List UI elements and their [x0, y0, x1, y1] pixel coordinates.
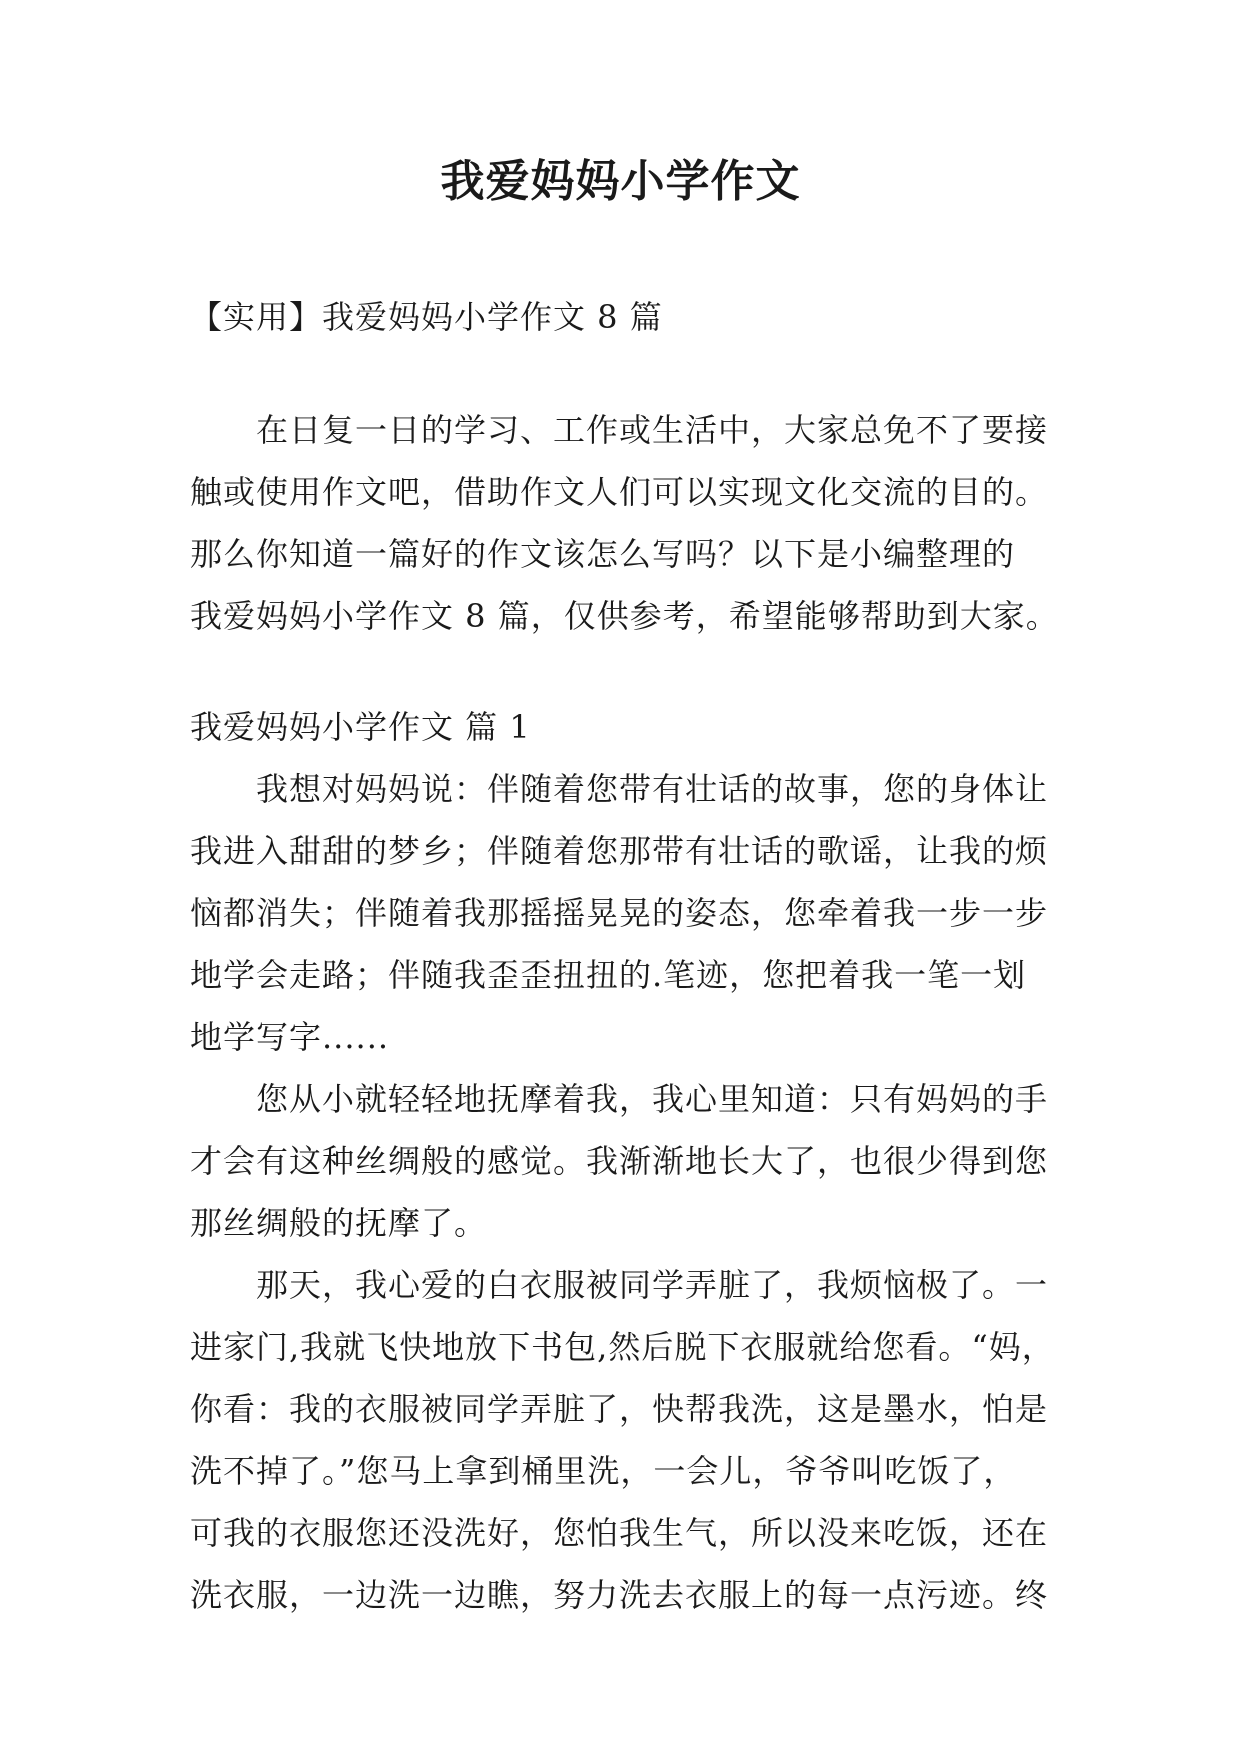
essay-paragraph-3: [190, 1254, 1070, 1626]
text-line: 触或使用作文吧，借助作文人们可以实现文化交流的目的。: [190, 473, 1049, 511]
essay-paragraph-2: [190, 1068, 1070, 1254]
text-line: 那天，我心爱的白衣服被同学弄脏了，我烦恼极了。一: [256, 1266, 1049, 1304]
text-line: 才会有这种丝绸般的感觉。我渐渐地长大了，也很少得到您: [190, 1142, 1049, 1180]
intro-paragraph: [190, 399, 1070, 647]
essay-paragraph-1: [190, 758, 1070, 1068]
text-line: 那么你知道一篇好的作文该怎么写吗？以下是小编整理的: [190, 535, 1016, 573]
text-line: 我进入甜甜的梦乡；伴随着您那带有壮话的歌谣，让我的烦: [190, 832, 1049, 870]
text-line: 地学会走路；伴随我歪歪扭扭的.笔迹，您把着我一笔一划: [190, 956, 1027, 994]
essay-section: [190, 696, 1070, 1626]
text-line: 我想对妈妈说：伴随着您带有壮话的故事，您的身体让: [256, 770, 1049, 808]
text-line: 可我的衣服您还没洗好，您怕我生气，所以没来吃饭，还在: [190, 1514, 1049, 1552]
text-line: 进家门,我就飞快地放下书包,然后脱下衣服就给您看。“妈，: [190, 1328, 1055, 1366]
text-line: 你看：我的衣服被同学弄脏了，快帮我洗，这是墨水，怕是: [190, 1390, 1049, 1428]
text-line: 那丝绸般的抚摩了。: [190, 1204, 488, 1242]
essay-heading: 我爱妈妈小学作文 篇 1: [190, 708, 531, 746]
text-line: 恼都消失；伴随着我那摇摇晃晃的姿态，您牵着我一步一步: [190, 894, 1049, 932]
text-line: 地学写字......: [190, 1018, 390, 1056]
text-line: 洗不掉了。”您马上拿到桶里洗，一会儿，爷爷叫吃饭了，: [190, 1452, 1017, 1490]
text-line: 在日复一日的学习、工作或生活中，大家总免不了要接: [256, 411, 1049, 449]
document-subtitle: 【实用】我爱妈妈小学作文 8 篇: [190, 298, 663, 336]
document-title: 我爱妈妈小学作文: [440, 156, 801, 207]
text-line: 洗衣服，一边洗一边瞧，努力洗去衣服上的每一点污迹。终: [190, 1576, 1049, 1614]
text-line: 您从小就轻轻地抚摩着我，我心里知道：只有妈妈的手: [256, 1080, 1049, 1118]
text-line: 我爱妈妈小学作文 8 篇，仅供参考，希望能够帮助到大家。: [190, 597, 1059, 635]
